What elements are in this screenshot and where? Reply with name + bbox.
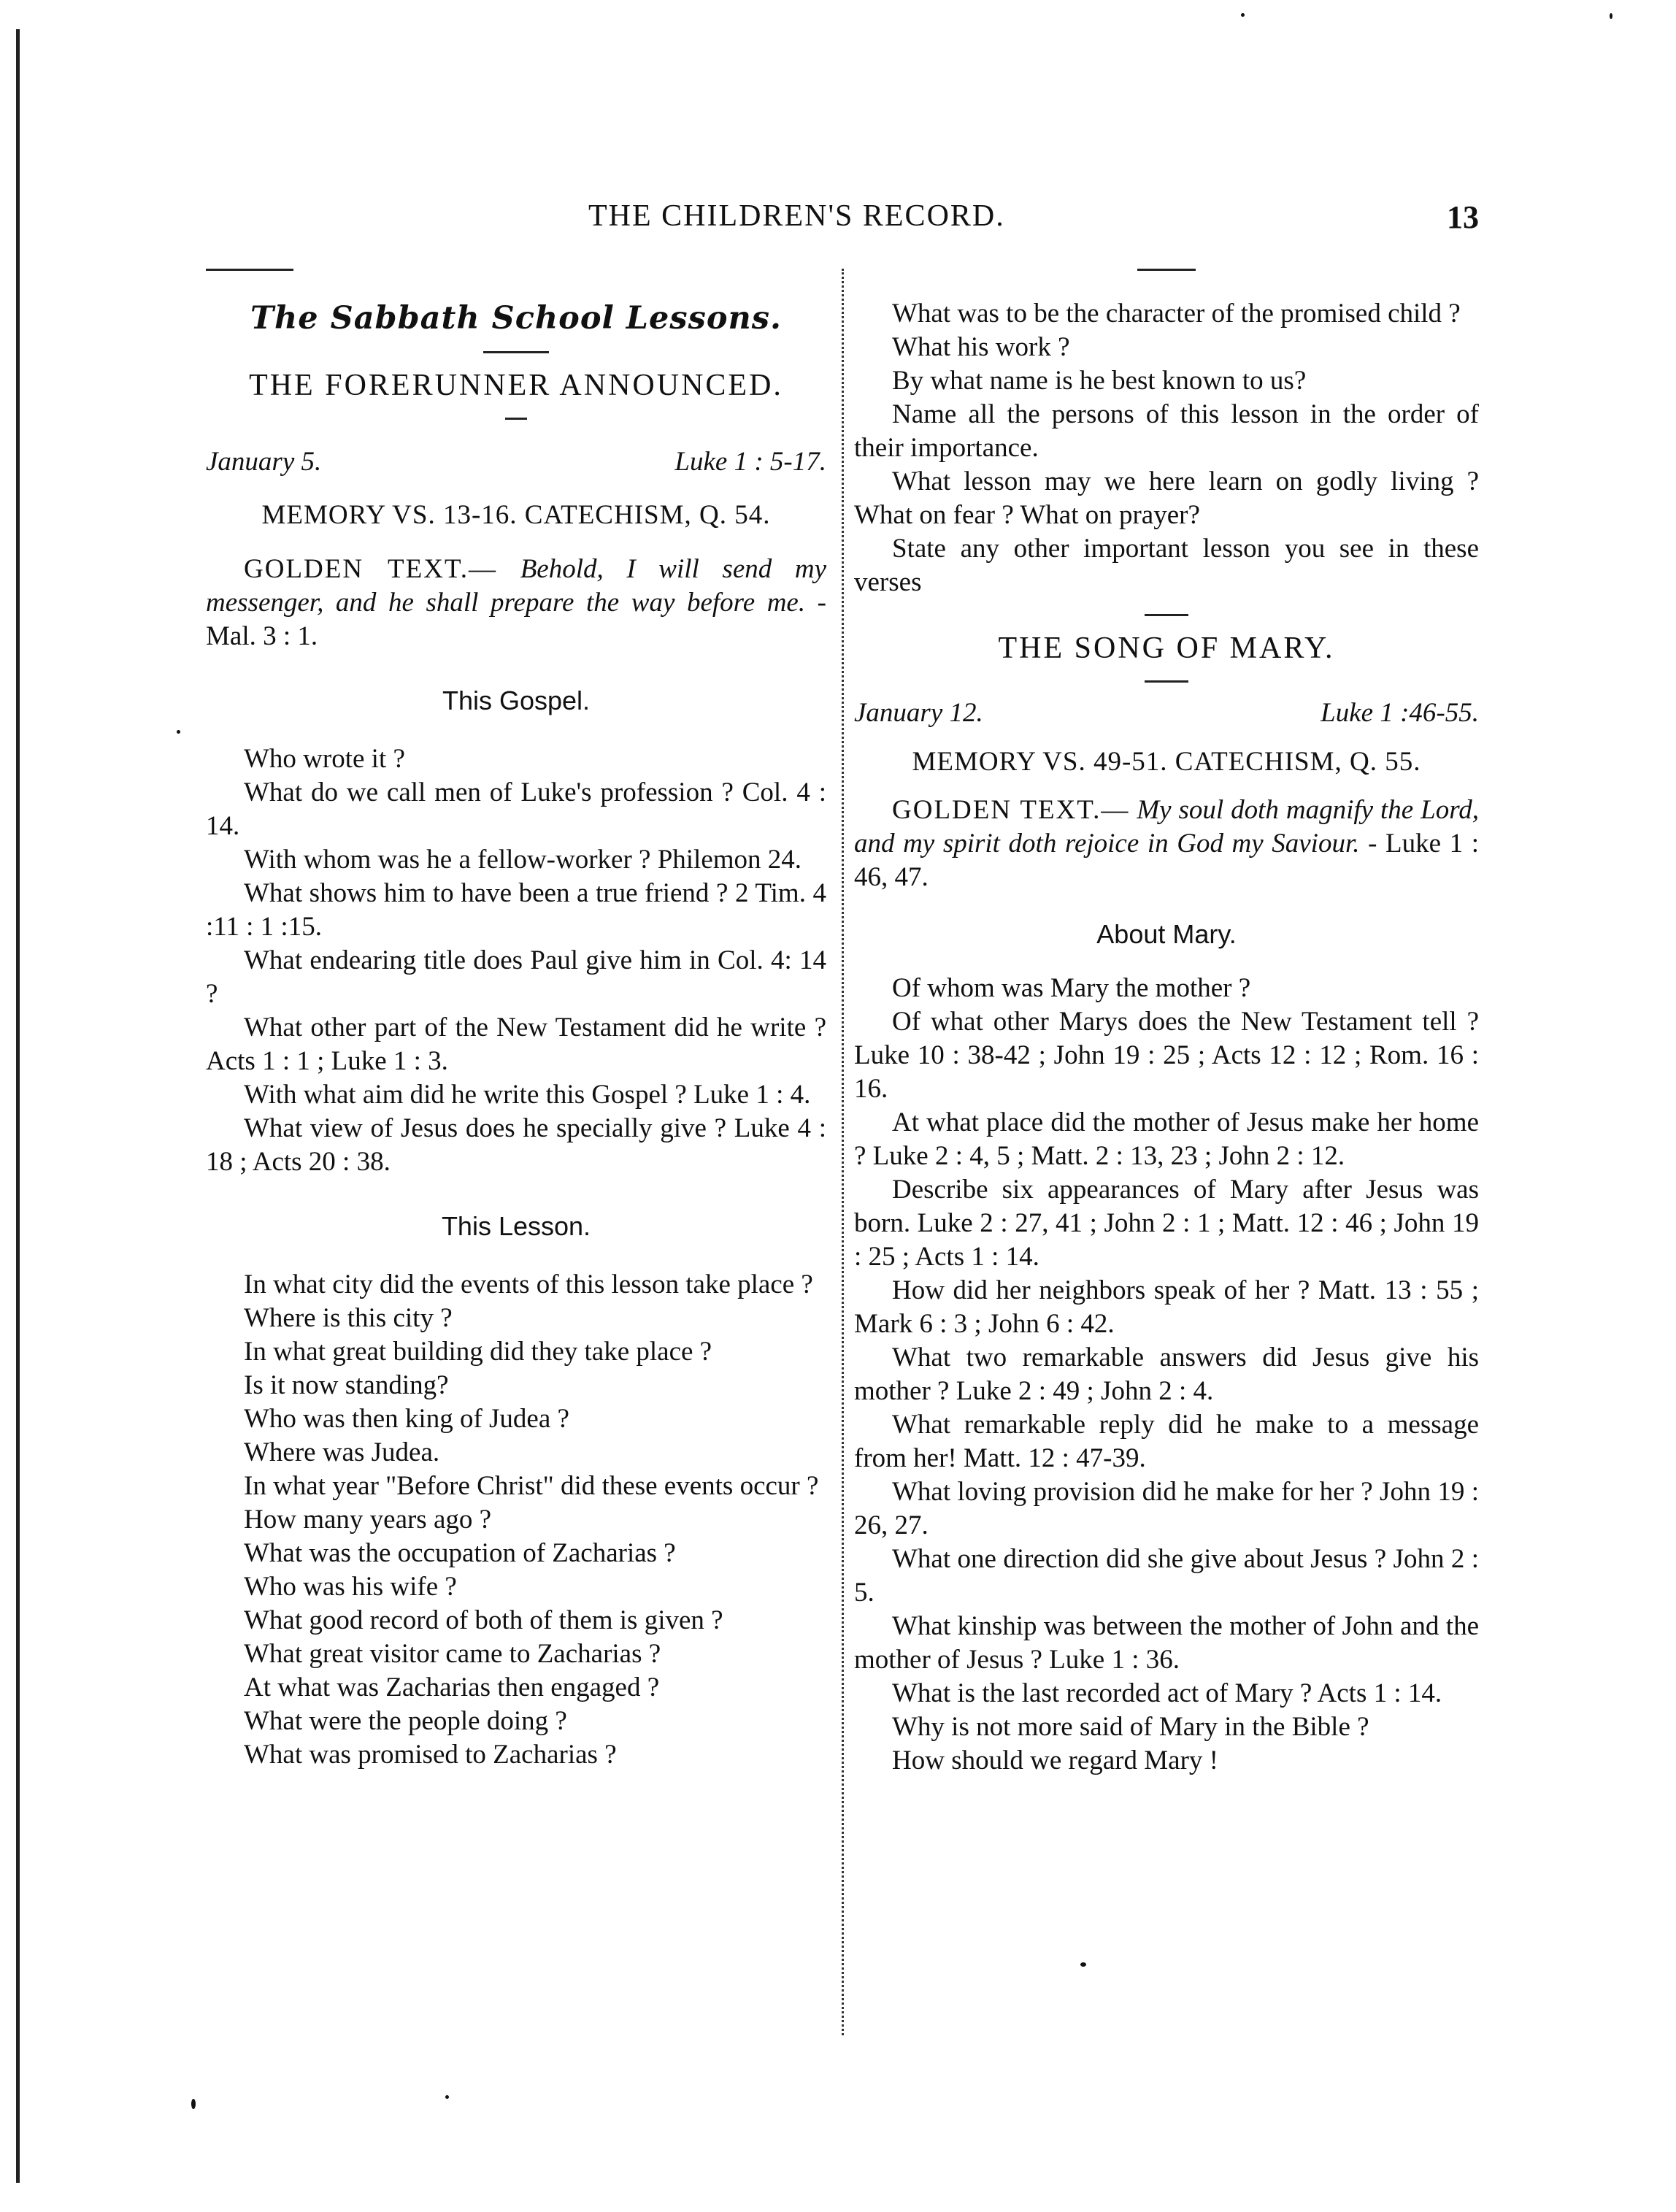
scan-speck: [445, 2095, 449, 2099]
question-item: What was the occupation of Zacharias ?: [244, 1538, 676, 1568]
question-item: Of what other Marys does the New Testament tell ? Luke 10 : 38-42 ; John 19 : 25 ; Acts 12 : 12 ; Rom. 16 : 16.: [854, 1007, 1479, 1104]
question-item: With whom was he a fellow-worker ? Philemon 24.: [244, 845, 802, 875]
subheading-this-gospel: This Gospel.: [442, 686, 591, 715]
question-item: What good record of both of them is given ?: [244, 1605, 723, 1635]
question-item: In what city did the events of this lesson take place ?: [244, 1270, 813, 1299]
column-divider: [842, 269, 844, 2035]
lesson-date: January 12.: [854, 698, 983, 728]
question-item: What great visitor came to Zacharias ?: [244, 1639, 661, 1669]
title-rule: [483, 351, 549, 353]
scan-speck: [177, 730, 180, 734]
golden-text: [854, 794, 1479, 894]
question-item: Describe six appearances of Mary after Jesus was born. Luke 2 : 27, 41 ; John 2 : 1 ; Matt. 12 : 46 ; John 19 : 25 ; Acts 1 : 14.: [854, 1175, 1479, 1272]
question-item: What loving provision did he make for her ? John 19 : 26, 27.: [854, 1477, 1479, 1540]
section-rule: [1145, 614, 1188, 616]
question-item: What remarkable reply did he make to a message from her! Matt. 12 : 47-39.: [854, 1410, 1479, 1473]
scan-speck: [191, 2099, 196, 2109]
question-item: What is the last recorded act of Mary ? Acts 1 : 14.: [892, 1678, 1442, 1708]
question-item: What do we call men of Luke's profession ? Col. 4 : 14.: [206, 777, 826, 841]
question-item: What one direction did she give about Jesus ? John 2 : 5.: [854, 1544, 1479, 1608]
question-item: Where was Judea.: [244, 1437, 440, 1467]
lesson-title: THE FORERUNNER ANNOUNCED.: [249, 369, 783, 402]
question-item: What endearing title does Paul give him in Col. 4: 14 ?: [206, 945, 826, 1009]
question-item: What was to be the character of the promised child ?: [892, 299, 1461, 329]
lesson-reference-row: [854, 697, 1479, 729]
question-item: What was promised to Zacharias ?: [244, 1740, 617, 1770]
running-title: THE CHILDREN'S RECORD.: [588, 199, 1005, 233]
question-item: Who wrote it ?: [244, 744, 405, 774]
memory-verses: MEMORY VS. 13-16. CATECHISM, Q. 54.: [261, 500, 771, 530]
question-item: What kinship was between the mother of John and the mother of Jesus ? Luke 1 : 36.: [854, 1611, 1479, 1675]
question-item: What his work ?: [892, 332, 1070, 362]
binding-edge-line: [16, 29, 20, 2183]
question-item: Of whom was Mary the mother ?: [892, 973, 1251, 1003]
question-item: Why is not more said of Mary in the Bible ?: [892, 1712, 1369, 1742]
question-list-continued: [854, 297, 1479, 599]
question-item: Is it now standing?: [244, 1370, 449, 1400]
subheading-about-mary: About Mary.: [1096, 919, 1237, 949]
question-list-lesson: [206, 1268, 826, 1772]
top-rule: [1137, 269, 1196, 271]
question-item: At what place did the mother of Jesus make her home ? Luke 2 : 4, 5 ; Matt. 2 : 13, 23 ; John 2 : 12.: [854, 1107, 1479, 1171]
memory-verses: MEMORY VS. 49-51. CATECHISM, Q. 55.: [912, 747, 1421, 777]
page-number: 13: [1447, 199, 1479, 235]
question-item: What lesson may we here learn on godly living ? What on fear ? What on prayer?: [854, 466, 1479, 530]
question-item: What two remarkable answers did Jesus give his mother ? Luke 2 : 49 ; John 2 : 4.: [854, 1343, 1479, 1406]
question-item: What other part of the New Testament did he write ? Acts 1 : 1 ; Luke 1 : 3.: [206, 1013, 826, 1076]
lesson-title: THE SONG OF MARY.: [998, 631, 1335, 665]
question-item: Name all the persons of this lesson in the order of their importance.: [854, 399, 1479, 463]
golden-text: [206, 553, 826, 653]
right-column: [854, 269, 1479, 1778]
question-item: With what aim did he write this Gospel ? Luke 1 : 4.: [244, 1080, 811, 1110]
lesson-scripture-ref: Luke 1 : 5-17.: [674, 447, 826, 477]
golden-text-ref: - Luke 1 : 46, 47.: [854, 829, 1479, 892]
golden-text-label: GOLDEN TEXT.—: [244, 554, 498, 584]
question-item: Where is this city ?: [244, 1303, 453, 1333]
lesson-reference-row: [206, 446, 826, 477]
question-item: Who was then king of Judea ?: [244, 1404, 569, 1434]
lesson-scripture-ref: Luke 1 :46-55.: [1321, 698, 1479, 728]
page-header: [209, 199, 1479, 242]
scan-speck: [1080, 1962, 1086, 1967]
question-list-gospel: [206, 742, 826, 1179]
scan-speck: [1610, 13, 1612, 19]
title-rule: [505, 418, 527, 420]
scan-speck: [1241, 13, 1245, 17]
golden-text-ref: - Mal. 3 : 1.: [206, 588, 826, 651]
question-item: By what name is he best known to us?: [892, 366, 1307, 396]
question-item: What were the people doing ?: [244, 1706, 567, 1736]
question-item: What view of Jesus does he specially give ? Luke 4 : 18 ; Acts 20 : 38.: [206, 1113, 826, 1177]
left-column: [206, 269, 826, 1772]
question-item: How should we regard Mary !: [892, 1746, 1218, 1775]
question-item: How did her neighbors speak of her ? Matt. 13 : 55 ; Mark 6 : 3 ; John 6 : 42.: [854, 1275, 1479, 1339]
question-item: In what great building did they take place ?: [244, 1337, 712, 1367]
question-item: Who was his wife ?: [244, 1572, 457, 1602]
question-list-mary: [854, 972, 1479, 1778]
golden-text-body: My soul doth magnify the Lord, and my spirit doth rejoice in God my Saviour.: [854, 795, 1480, 859]
golden-text-label: GOLDEN TEXT.—: [892, 795, 1130, 825]
question-item: In what year "Before Christ" did these events occur ?: [244, 1471, 819, 1501]
question-item: How many years ago ?: [244, 1505, 492, 1535]
title-rule: [1145, 680, 1188, 683]
section-title: The Sabbath School Lessons.: [250, 300, 782, 337]
golden-text-body: Behold, I will send my messenger, and he shall prepare the way before me.: [206, 554, 827, 618]
subheading-this-lesson: This Lesson.: [441, 1211, 591, 1241]
question-item: State any other important lesson you see in these verses: [854, 534, 1479, 597]
lesson-date: January 5.: [206, 447, 322, 477]
top-rule: [206, 269, 293, 271]
question-item: At what was Zacharias then engaged ?: [244, 1673, 660, 1702]
question-item: What shows him to have been a true friend ? 2 Tim. 4 :11 : 1 :15.: [206, 878, 826, 942]
